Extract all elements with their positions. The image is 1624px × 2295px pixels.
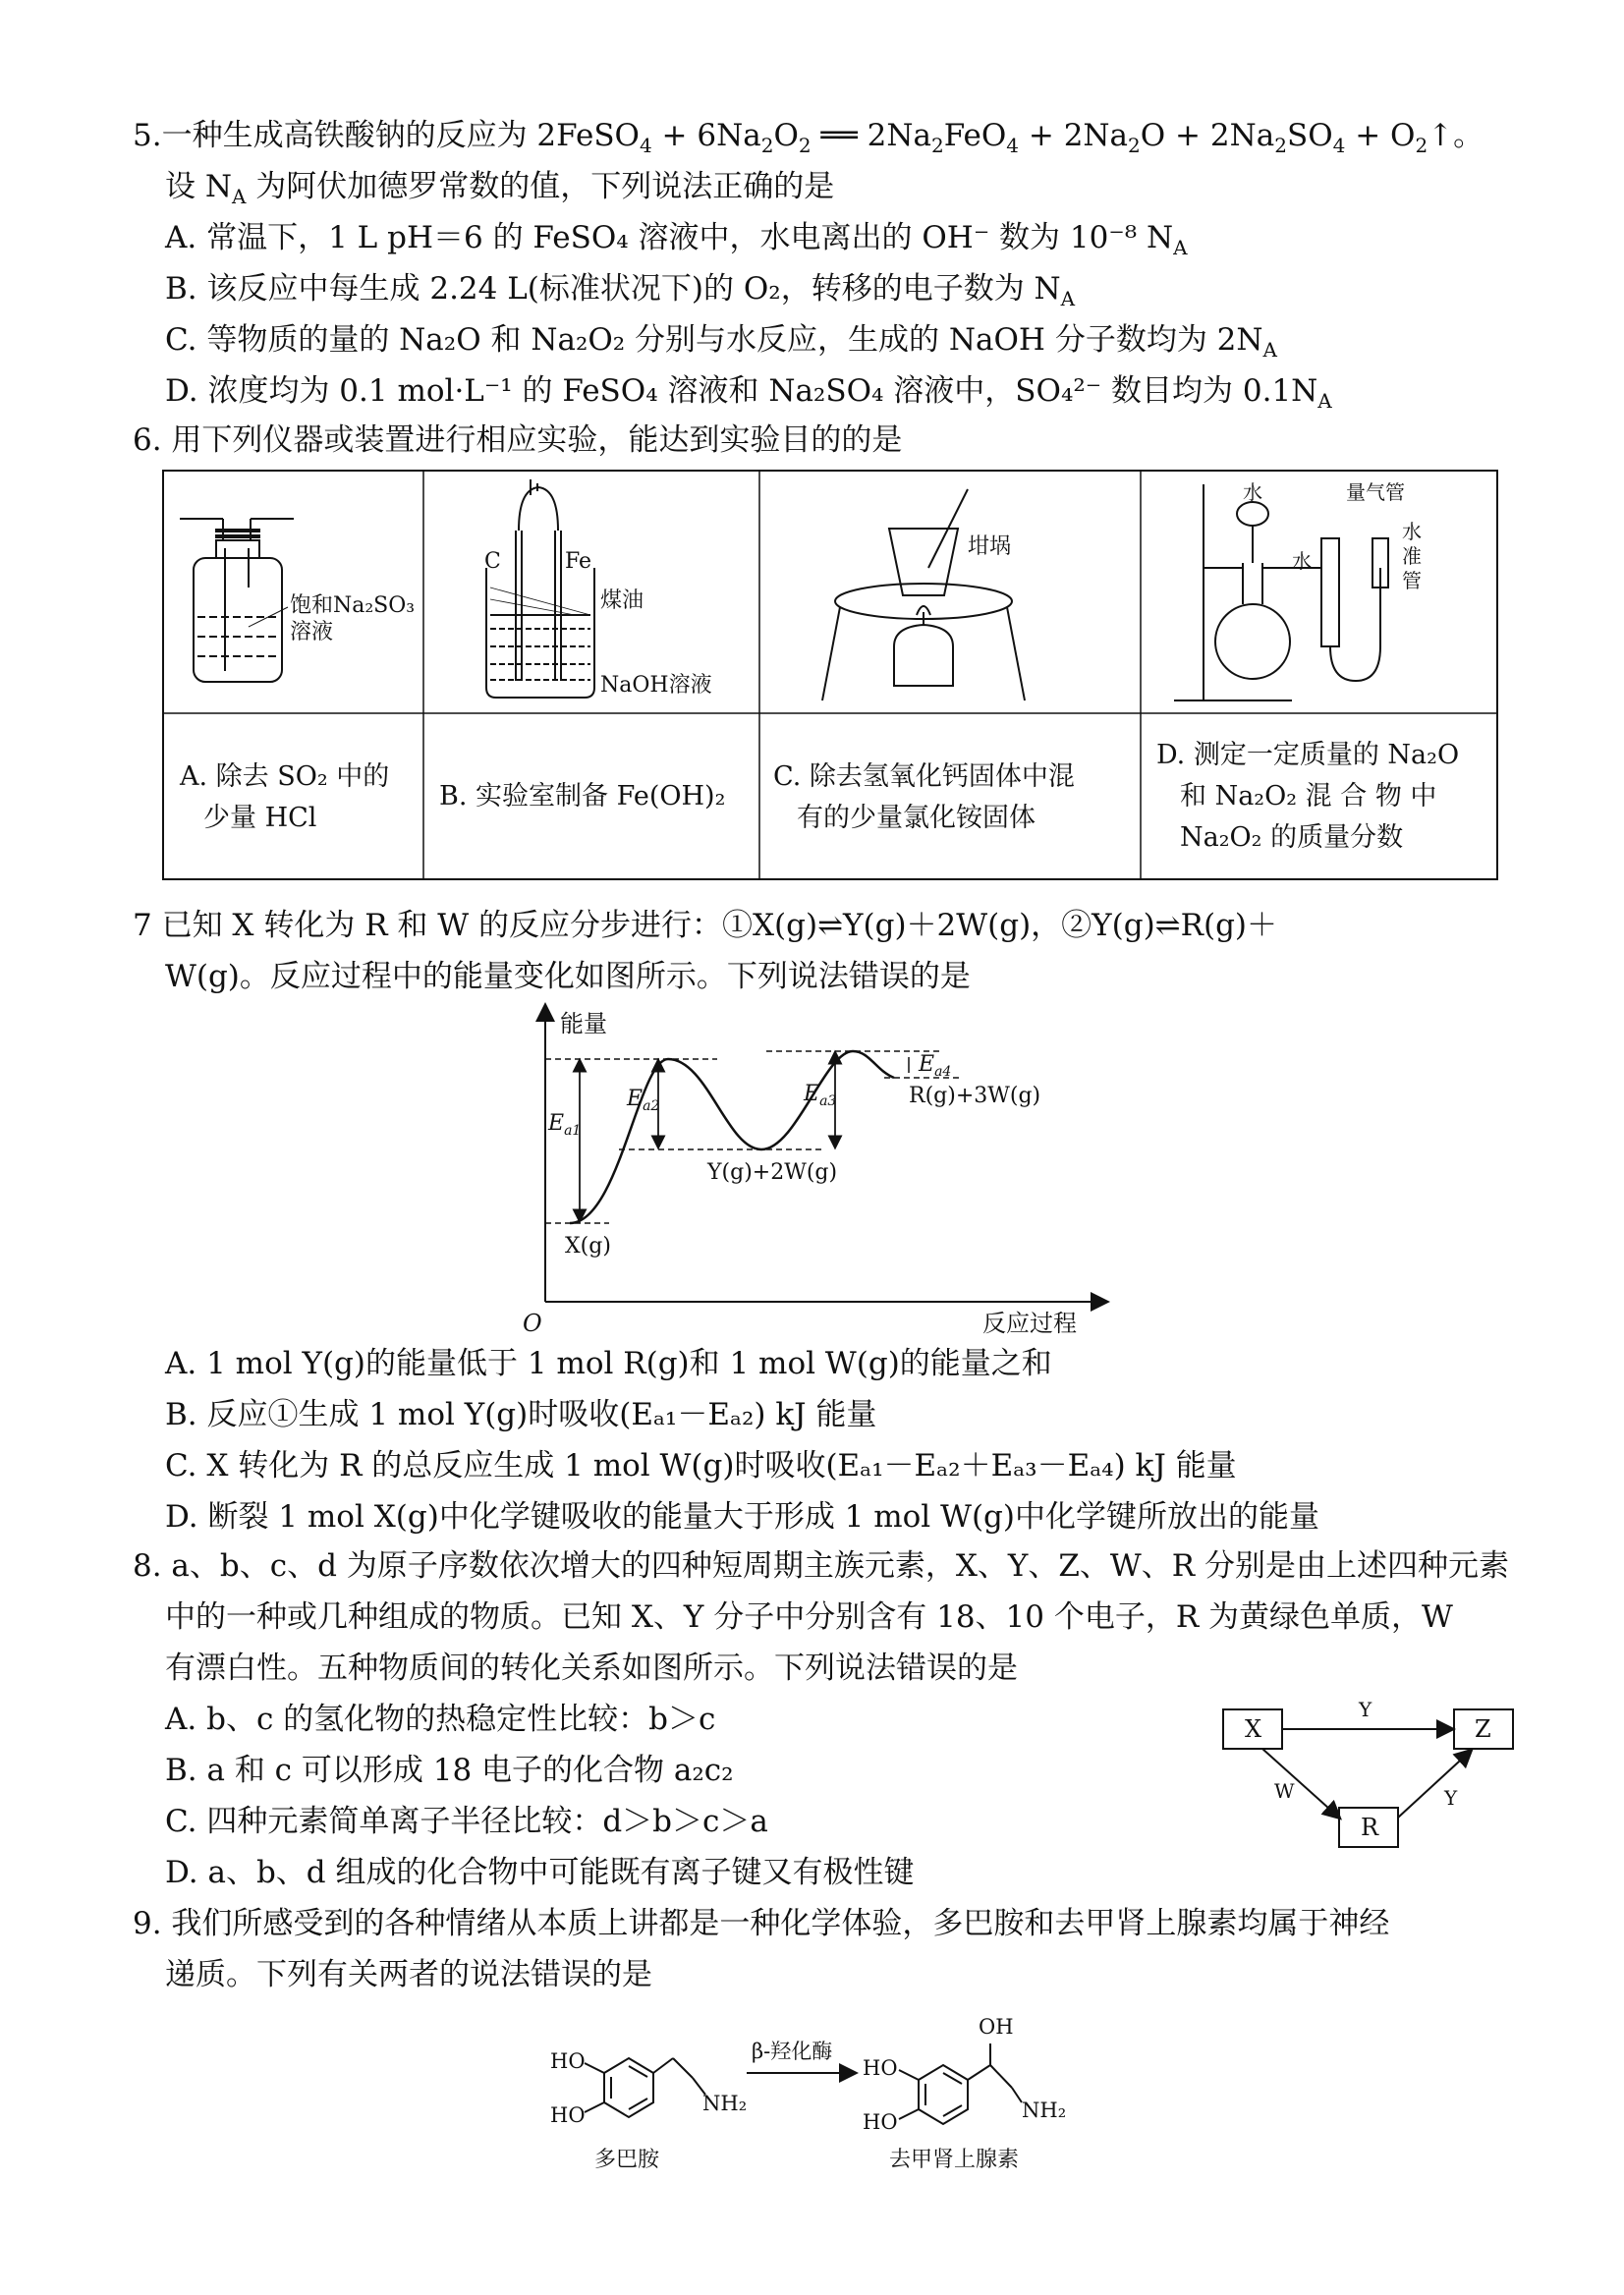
q6-a-wash-bottle-icon [180, 519, 294, 682]
q9-norepinephrine-structure [899, 2043, 1022, 2124]
q6-d-level3: 管 [1402, 569, 1422, 592]
q6-stem: 6. 用下列仪器或装置进行相应实验，能达到实验目的的是 [133, 422, 903, 458]
svg-text:X: X [1245, 1715, 1262, 1743]
svg-text:NH₂: NH₂ [702, 2092, 748, 2115]
svg-text:OH: OH [979, 2015, 1014, 2039]
q8-stem-line2: 中的一种或几种组成的物质。已知 X、Y 分子中分别含有 18、10 个电子，R 为黄绿色单质，W [165, 1599, 1453, 1635]
q7-r-level: R(g)+3W(g) [909, 1084, 1041, 1108]
svg-text:HO: HO [863, 2056, 898, 2080]
q6-caption-d: D. 测定一定质量的 Na₂O 和 Na₂O₂ 混 合 物 中 Na₂O₂ 的质量分数 [1156, 740, 1460, 853]
q6-b-fe-label: Fe [565, 549, 592, 574]
q6-b-c-label: C [484, 549, 501, 574]
q9-stem-line2: 递质。下列有关两者的说法错误的是 [165, 1957, 652, 1992]
q9-stem-line1: 9. 我们所感受到的各种情绪从本质上讲都是一种化学体验，多巴胺和去甲肾上腺素均属于神经 [133, 1906, 1390, 1941]
q6-caption-b: B. 实验室制备 Fe(OH)₂ [439, 781, 726, 812]
svg-text:R: R [1361, 1814, 1379, 1841]
q7-ea4: $E_{a4}$ [919, 1052, 952, 1080]
q6-caption-a: A. 除去 SO₂ 中的 少量 HCl [180, 761, 390, 833]
q8-stem-line3: 有漂白性。五种物质间的转化关系如图所示。下列说法错误的是 [165, 1651, 1018, 1686]
q8-option-b: B. a 和 c 可以形成 18 电子的化合物 a₂c₂ [165, 1753, 734, 1788]
q6-c-crucible-burner-icon [822, 489, 1025, 700]
q6-caption-c: C. 除去氢氧化钙固体中混 有的少量氯化铵固体 [773, 761, 1075, 833]
q7-stem-line1: 7 已知 X 转化为 R 和 W 的反应分步进行：①X(g)⇌Y(g)＋2W(g)，②Y(g)⇌R(g)＋ [133, 908, 1278, 943]
q8-option-d: D. a、b、d 组成的化合物中可能既有离子键又有极性键 [165, 1855, 915, 1890]
q6-apparatus-table [162, 470, 1498, 880]
q8-option-c: C. 四种元素简单离子半径比较：d＞b＞c＞a [165, 1804, 768, 1839]
q6-b-oil-label: 煤油 [600, 588, 644, 613]
q8-option-a: A. b、c 的氢化物的热稳定性比较：b＞c [165, 1702, 716, 1737]
q7-option-b: B. 反应①生成 1 mol Y(g)时吸收(Eₐ₁－Eₐ₂) kJ 能量 [165, 1397, 877, 1432]
q5-option-b: B. 该反应中每生成 2.24 L(标准状况下)的 O₂，转移的电子数为 $N_A$ [165, 271, 1076, 311]
svg-text:HO: HO [550, 2103, 586, 2127]
q7-x-level: X(g) [565, 1234, 611, 1259]
q5-number: 5. [133, 118, 162, 153]
q5-stem-line2: 设 $N_A$ 为阿伏加德罗常数的值，下列说法正确的是 [165, 169, 835, 209]
q6-b-electrolysis-icon [486, 479, 594, 698]
q5-option-d: D. 浓度均为 0.1 mol·L⁻¹ 的 FeSO₄ 溶液和 Na₂SO₄ 溶液中，SO₄²⁻ 数目均为 $0.1N_A$ [165, 373, 1332, 414]
q6-d-gas-measure-icon [1174, 484, 1388, 700]
q7-option-d: D. 断裂 1 mol X(g)中化学键吸收的能量大于形成 1 mol W(g)中化学键所放出的能量 [165, 1499, 1319, 1535]
svg-text:HO: HO [550, 2049, 586, 2073]
q7-energy-curve [570, 1051, 894, 1223]
q6-d-water2-label: 水 [1292, 549, 1312, 573]
svg-text:Y: Y [1444, 1786, 1458, 1810]
q9-name-norepinephrine: 去甲肾上腺素 [889, 2148, 1020, 2172]
q8-stem-line1: 8. a、b、c、d 为原子序数依次增大的四种短周期主族元素，X、Y、Z、W、R 分别是由上述四种元素 [133, 1548, 1509, 1584]
q7-ea2: $E_{a2}$ [627, 1087, 660, 1114]
q7-energy-diagram [511, 1002, 1120, 1336]
svg-text:NH₂: NH₂ [1022, 2099, 1067, 2122]
q6-a-label2: 溶液 [290, 620, 334, 644]
q5-option-a: A. 常温下，1 L pH＝6 的 FeSO₄ 溶液中，水电离出的 OH⁻ 数为 10⁻⁸ $N_A$ [165, 220, 1188, 260]
q9-enzyme-label: β-羟化酶 [752, 2040, 833, 2063]
q7-y-level: Y(g)+2W(g) [707, 1160, 838, 1185]
q7-xlabel: 反应过程 [982, 1310, 1077, 1336]
q9-name-dopamine: 多巴胺 [594, 2148, 660, 2172]
q5-stem-line1: 5.一种生成高铁酸钠的反应为 2FeSO$_4$ + $6Na_2O_2$ ══ $2Na_2FeO_4 + 2Na_2O + 2Na_2SO_4$ + $O_2↑$。 [133, 118, 1484, 158]
q6-c-crucible-label: 坩埚 [968, 534, 1012, 559]
svg-text:Z: Z [1475, 1715, 1491, 1743]
q7-stem-line2: W(g)。反应过程中的能量变化如图所示。下列说法错误的是 [165, 959, 971, 994]
q5-stem-a: 一种生成高铁酸钠的反应为 2FeSO [161, 118, 640, 153]
q7-ylabel: 能量 [560, 1010, 607, 1037]
q9-structure-figure [531, 2004, 1140, 2181]
svg-text:W: W [1274, 1779, 1295, 1803]
svg-text:HO: HO [863, 2110, 898, 2134]
q5-option-c: C. 等物质的量的 Na₂O 和 Na₂O₂ 分别与水反应，生成的 NaOH 分子数均为 $2N_A$ [165, 322, 1277, 363]
q6-a-label1: 饱和Na₂SO₃ [290, 593, 416, 618]
q9-dopamine-structure [585, 2058, 705, 2117]
q6-d-burette-label: 量气管 [1346, 480, 1405, 504]
q7-ea3: $E_{a3}$ [804, 1082, 837, 1109]
q6-d-level2: 准 [1402, 544, 1422, 568]
q8-transformation-diagram [1213, 1685, 1528, 1857]
q7-option-c: C. X 转化为 R 的总反应生成 1 mol W(g)时吸收(Eₐ₁－Eₐ₂＋Eₐ₃－Eₐ₄) kJ 能量 [165, 1448, 1237, 1483]
svg-text:Y: Y [1359, 1698, 1372, 1721]
q7-origin: O [523, 1310, 542, 1336]
q7-option-a: A. 1 mol Y(g)的能量低于 1 mol R(g)和 1 mol W(g)的能量之和 [165, 1346, 1052, 1381]
q6-d-level1: 水 [1402, 520, 1422, 543]
q6-b-naoh-label: NaOH溶液 [600, 673, 712, 698]
q6-d-water1-label: 水 [1243, 480, 1262, 504]
q7-ea1: $E_{a1}$ [548, 1111, 582, 1139]
